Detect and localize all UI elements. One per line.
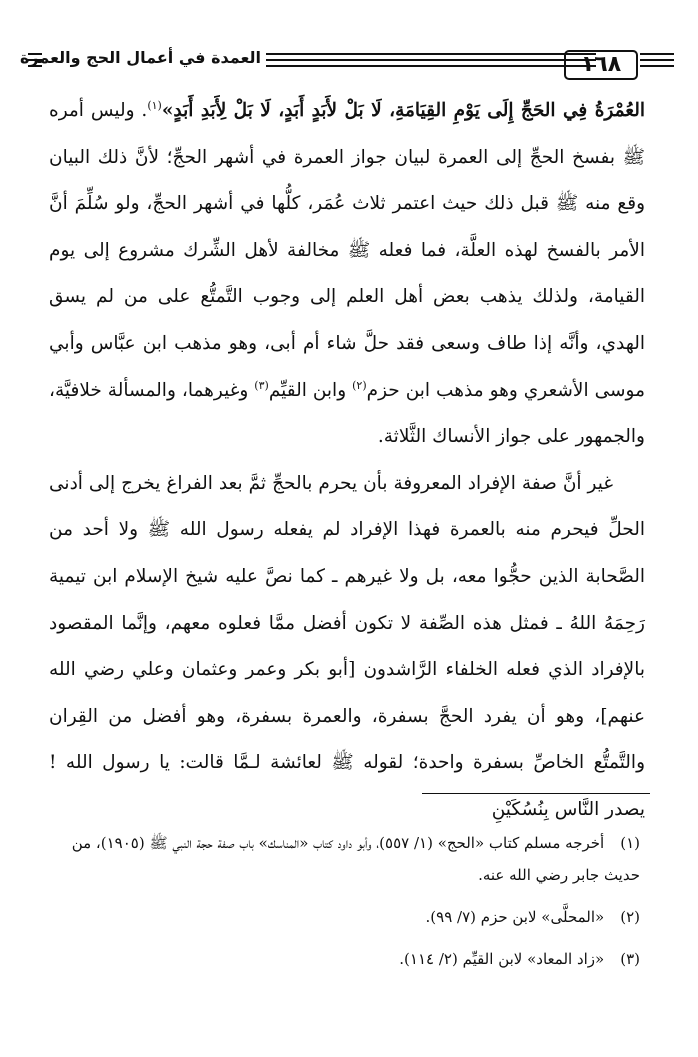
footnote-3 xyxy=(50,943,640,975)
footnote-number: (٣) xyxy=(620,950,640,968)
footnote-separator xyxy=(422,793,650,794)
paragraph-2: غير أنَّ صفة الإفراد المعروفة بأن يحرم بالحجِّ ثمَّ بعد الفراغ يخرج إلى أدنى الحلِّ فيحرم منه بالعمرة فهذا الإفراد لم يفعله رسول الله ﷺ ولا أحد من الصَّحابة الذين حجُّوا معه، بل ولا غيرهم ـ كما نصَّ عليه شيخ الإسلام ابن تيمية رَحِمَهُ اللهُ ـ فمثل هذه الصِّفة لا تكون أفضل ممَّا فعلوه معهم، وإنَّما المقصود بالإفراد الذي فعله الخلفاء الرَّاشدون [أبو بكر وعمر وعثمان وعلي رضي الله عنهم]، وهو أن يفرد الحجَّ بسفرة، والعمرة بسفرة، وهو أفضل من القِران والتَّمتُّع الخاصِّ بسفرة واحدة؛ لقوله ﷺ لعائشة لـمَّا قالت: يا رسول الله ! يصدر النَّاس بِنُسُكَيْنِ xyxy=(49,472,645,820)
footnote-ref-3: (٣) xyxy=(254,378,269,392)
paragraph-1 xyxy=(49,88,645,461)
main-text xyxy=(49,88,645,834)
footnote-text: «زاد المعاد» لابن القيِّم (٢/ ١١٤). xyxy=(399,950,605,968)
running-title: العمدة في أعمال الحج والعمرة xyxy=(19,48,261,67)
footnote-ref-2: (٢) xyxy=(352,378,367,392)
header-rule xyxy=(266,53,596,71)
paragraph-1-text-2: وابن القيِّم xyxy=(268,379,353,401)
footnotes xyxy=(50,827,640,985)
footnote-2 xyxy=(50,901,640,933)
footnote-text: أخرجه مسلم كتاب «الحج» (١/ ٥٥٧)، وأبو داود كتاب «المناسك» باب صفة حجة النبي ﷺ (١٩٠٥)، من حديث جابر رضي الله عنه. xyxy=(71,834,640,884)
header-ornament-right xyxy=(640,53,674,71)
paragraph-1-text: . وليس أمره ﷺ بفسخ الحجِّ إلى العمرة لبيان جواز العمرة في أشهر الحجِّ؛ لأنَّ ذلك البيان وقع منه ﷺ قبل ذلك حيث اعتمر ثلاث عُمَر، كلُّها في أشهر الحجِّ، ولو سُلِّمَ أنَّ الأمر بالفسخ لهذه العلَّة، فما فعله ﷺ مخالفة لأهل الشِّرك مشروع إلى يوم القيامة، ولذلك يذهب بعض أهل العلم إلى وجوب التَّمتُّع على من لم يسق الهدي، وأنَّه إذا طاف وسعى فقد حلَّ شاء أم أبى، وهو مذهب ابن عبَّاس وأبي موسى الأشعري وهو مذهب ابن حزم xyxy=(49,100,646,401)
footnote-1 xyxy=(50,827,640,891)
running-header xyxy=(19,44,674,80)
hadith-quote: العُمْرَةُ فِي الحَجِّ إِلَى يَوْمِ القِيَامَةِ، لَا بَلْ لأَبَدٍ أَبَدٍ، لَا بَلْ لِأَبَدِ أَبَدٍ» xyxy=(161,100,645,121)
page-number: ١٦٨ xyxy=(564,50,638,80)
footnote-ref-1: (١) xyxy=(147,98,162,112)
footnote-number: (٢) xyxy=(620,908,640,926)
paragraph-1-text-3: وغيرهما، والمسألة خلافيَّة، والجمهور على جواز الأنساك الثَّلاثة. xyxy=(49,379,645,448)
footnote-text: «المحلَّى» لابن حزم (٧/ ٩٩). xyxy=(425,908,605,926)
footnote-number: (١) xyxy=(620,834,640,852)
